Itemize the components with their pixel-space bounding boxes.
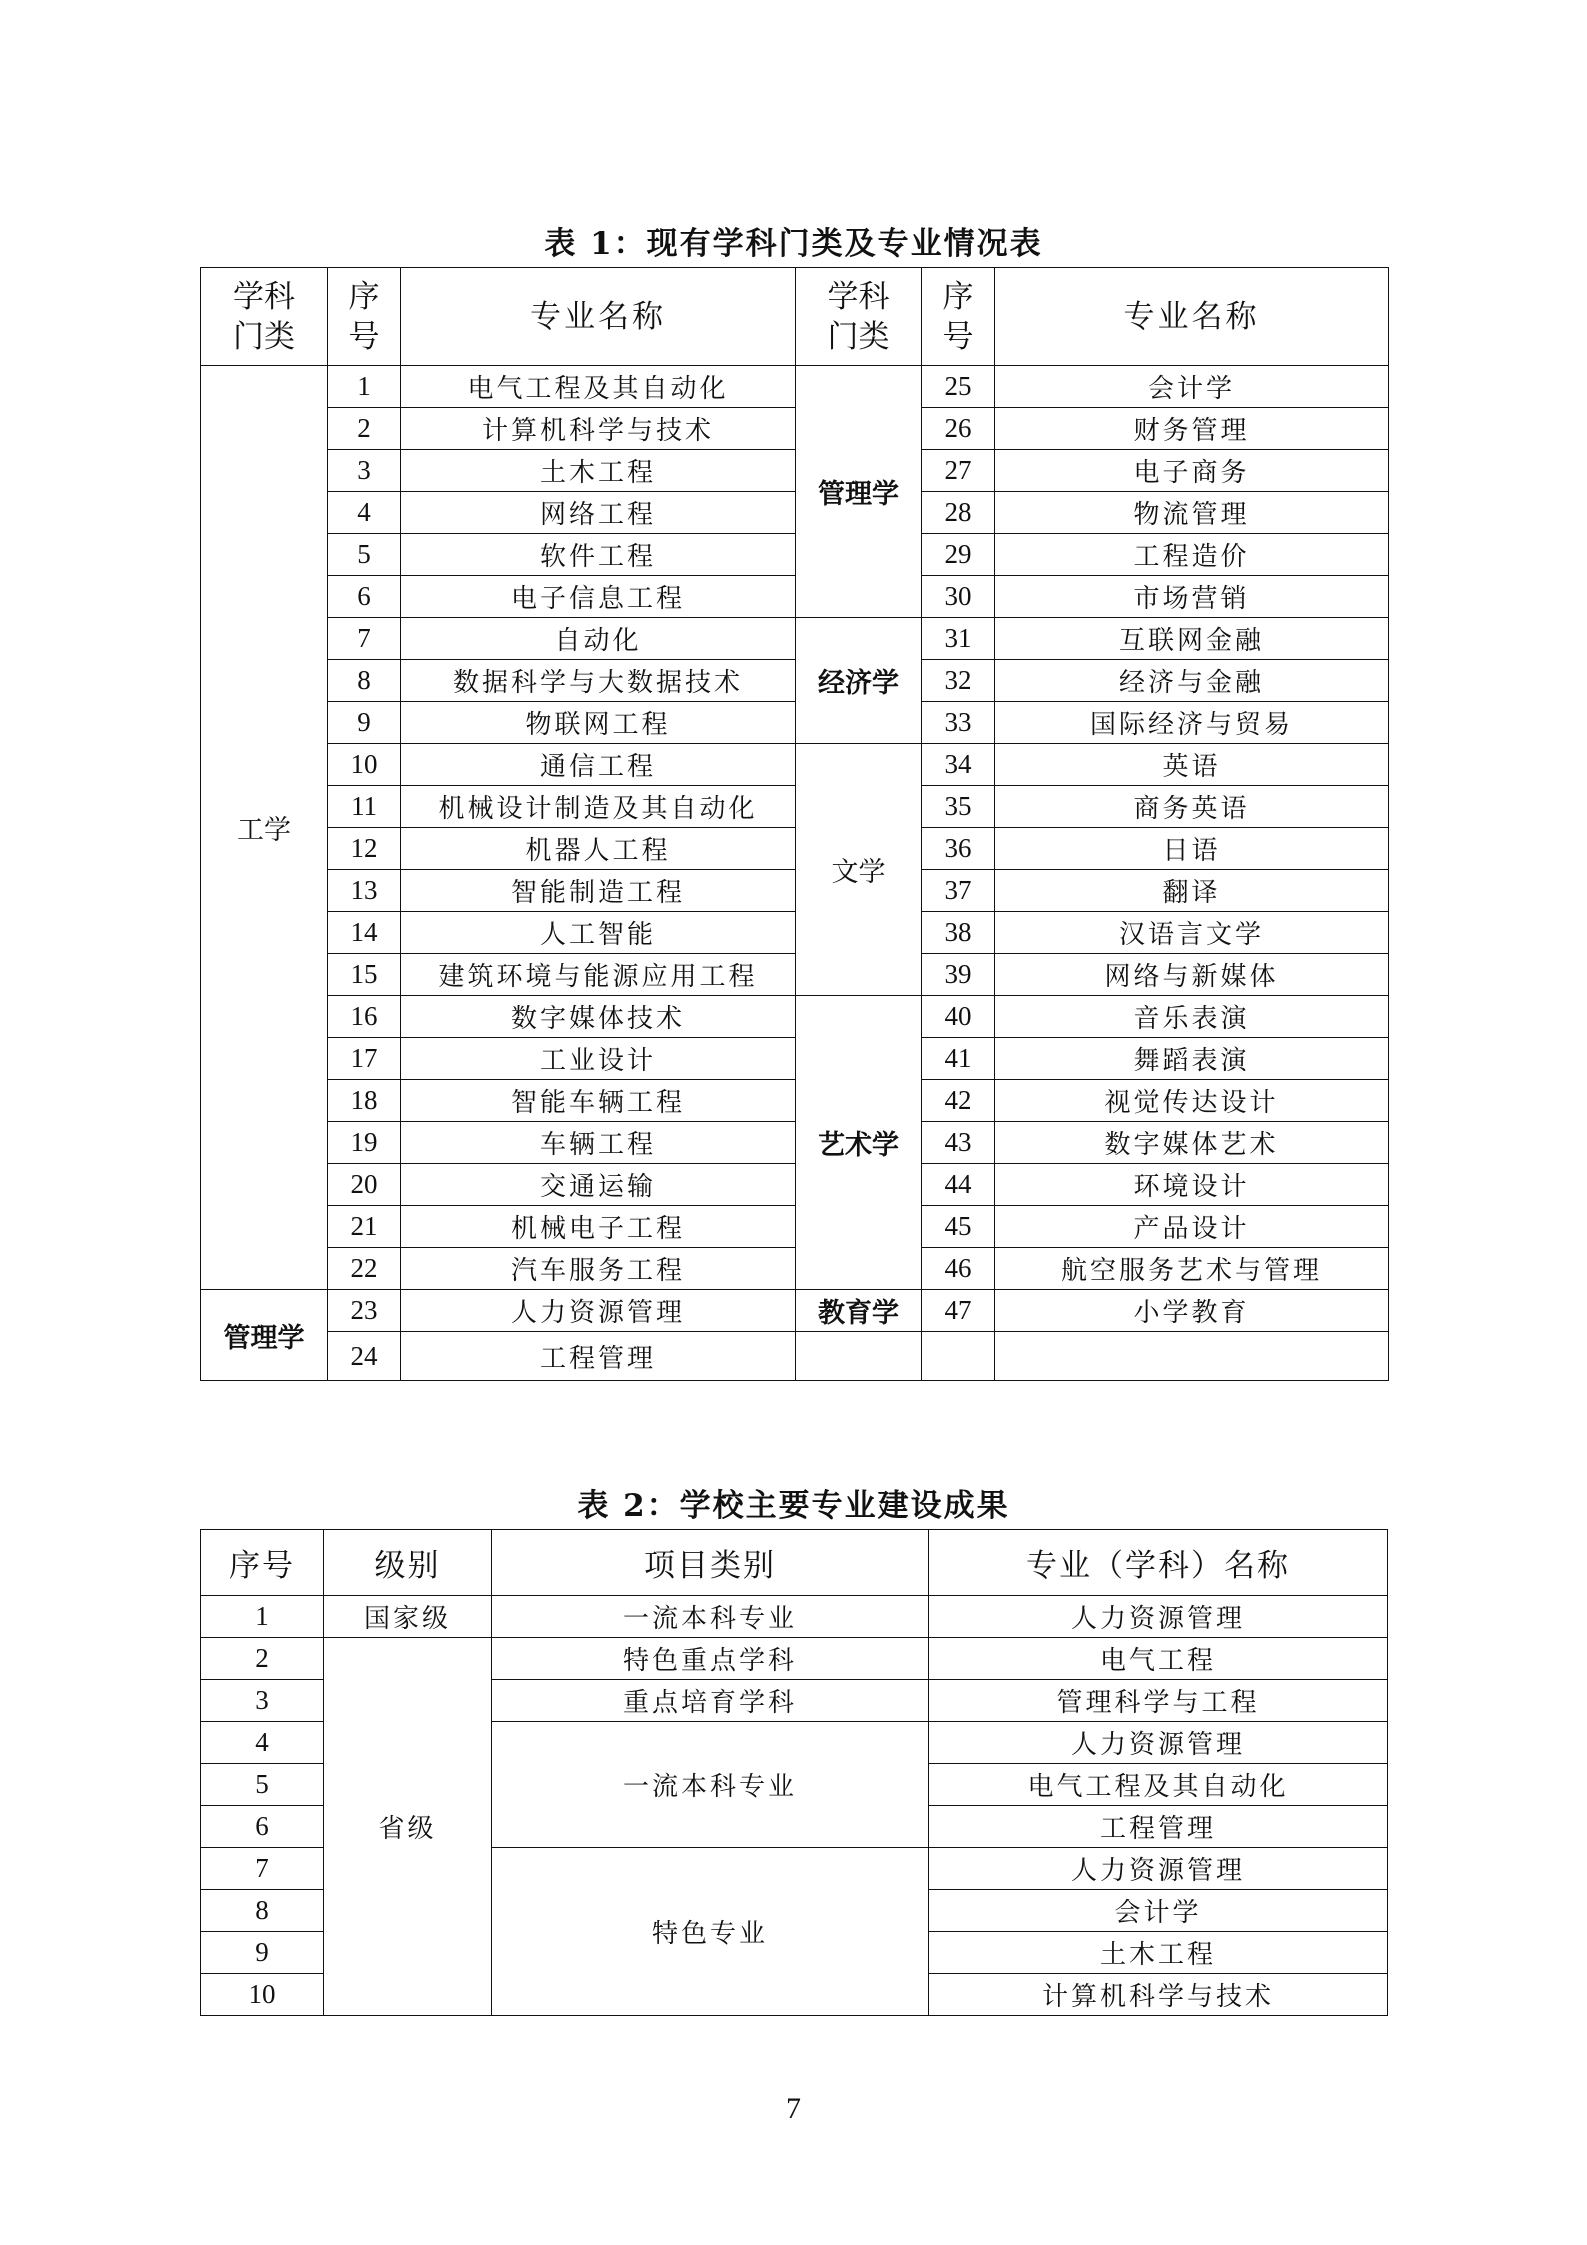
seq-cell: 2 — [201, 1638, 324, 1680]
level-cell: 省级 — [324, 1638, 492, 2016]
major-name-cell: 电子信息工程 — [401, 576, 796, 618]
seq-cell: 44 — [922, 1164, 995, 1206]
major-name-cell: 工程管理 — [401, 1332, 796, 1381]
category-cell: 文学 — [796, 744, 922, 996]
seq-cell: 28 — [922, 492, 995, 534]
header-seq: 序 号 — [328, 268, 401, 366]
table-row — [201, 492, 1389, 534]
major-name-cell: 财务管理 — [995, 408, 1389, 450]
major-name-cell: 物流管理 — [995, 492, 1389, 534]
major-name-cell: 汉语言文学 — [995, 912, 1389, 954]
seq-cell: 10 — [328, 744, 401, 786]
table-row — [201, 534, 1389, 576]
major-name-cell: 电子商务 — [995, 450, 1389, 492]
seq-cell: 41 — [922, 1038, 995, 1080]
major-name-cell: 数据科学与大数据技术 — [401, 660, 796, 702]
major-name-cell: 车辆工程 — [401, 1122, 796, 1164]
page-number: 7 — [786, 2092, 801, 2125]
header-major-name: 专业名称 — [401, 268, 796, 366]
table-row — [201, 786, 1389, 828]
seq-cell: 37 — [922, 870, 995, 912]
table-row — [201, 408, 1389, 450]
category-cell: 艺术学 — [796, 996, 922, 1290]
major-name-cell: 会计学 — [929, 1890, 1388, 1932]
seq-cell: 5 — [201, 1764, 324, 1806]
table-row — [201, 1080, 1389, 1122]
seq-cell: 3 — [201, 1680, 324, 1722]
category-cell: 管理学 — [201, 1290, 328, 1381]
seq-cell: 6 — [328, 576, 401, 618]
major-name-cell: 电气工程及其自动化 — [929, 1764, 1388, 1806]
table-row — [201, 660, 1389, 702]
table-row — [201, 1248, 1389, 1290]
table-row — [201, 450, 1389, 492]
seq-cell: 36 — [922, 828, 995, 870]
seq-cell: 34 — [922, 744, 995, 786]
header-category: 学科 门类 — [796, 268, 922, 366]
major-name-cell: 机器人工程 — [401, 828, 796, 870]
major-name-cell: 网络与新媒体 — [995, 954, 1389, 996]
seq-cell: 21 — [328, 1206, 401, 1248]
majors-table — [200, 267, 1389, 1381]
major-name-cell: 自动化 — [401, 618, 796, 660]
major-name-cell: 小学教育 — [995, 1290, 1389, 1332]
major-name-cell: 经济与金融 — [995, 660, 1389, 702]
table-row — [201, 576, 1389, 618]
header-major-name: 专业名称 — [995, 268, 1389, 366]
seq-cell: 30 — [922, 576, 995, 618]
major-name-cell: 通信工程 — [401, 744, 796, 786]
seq-cell: 31 — [922, 618, 995, 660]
major-name-cell: 英语 — [995, 744, 1389, 786]
seq-cell: 32 — [922, 660, 995, 702]
table-row — [201, 1206, 1389, 1248]
header-project-type: 项目类别 — [492, 1530, 929, 1596]
table2-title: 表 2：学校主要专业建设成果 — [577, 1488, 1010, 1524]
major-name-cell: 人力资源管理 — [929, 1596, 1388, 1638]
category-cell: 管理学 — [796, 366, 922, 618]
seq-cell: 7 — [328, 618, 401, 660]
major-name-cell: 计算机科学与技术 — [401, 408, 796, 450]
seq-cell: 23 — [328, 1290, 401, 1332]
seq-cell: 26 — [922, 408, 995, 450]
seq-cell: 42 — [922, 1080, 995, 1122]
major-name-cell: 土木工程 — [929, 1932, 1388, 1974]
seq-cell: 29 — [922, 534, 995, 576]
table-row — [201, 1122, 1389, 1164]
seq-cell: 17 — [328, 1038, 401, 1080]
category-cell: 工学 — [201, 366, 328, 1290]
seq-cell: 6 — [201, 1806, 324, 1848]
major-name-cell: 智能制造工程 — [401, 870, 796, 912]
major-name-cell: 市场营销 — [995, 576, 1389, 618]
major-name-cell: 电气工程及其自动化 — [401, 366, 796, 408]
major-name-cell: 计算机科学与技术 — [929, 1974, 1388, 2016]
major-name-cell: 视觉传达设计 — [995, 1080, 1389, 1122]
seq-cell: 19 — [328, 1122, 401, 1164]
major-name-cell: 互联网金融 — [995, 618, 1389, 660]
seq-cell: 46 — [922, 1248, 995, 1290]
major-name-cell: 建筑环境与能源应用工程 — [401, 954, 796, 996]
seq-cell: 10 — [201, 1974, 324, 2016]
project-type-cell: 特色重点学科 — [492, 1638, 929, 1680]
major-name-cell: 商务英语 — [995, 786, 1389, 828]
seq-cell: 22 — [328, 1248, 401, 1290]
table-row — [201, 1332, 1389, 1381]
major-name-cell: 翻译 — [995, 870, 1389, 912]
seq-cell: 8 — [201, 1890, 324, 1932]
table-row — [201, 1038, 1389, 1080]
table-row — [201, 954, 1389, 996]
header-seq: 序号 — [201, 1530, 324, 1596]
seq-cell: 18 — [328, 1080, 401, 1122]
achievements-table — [200, 1529, 1388, 2016]
table-row — [201, 1596, 1388, 1638]
seq-cell: 13 — [328, 870, 401, 912]
header-category: 学科 门类 — [201, 268, 328, 366]
major-name-cell: 人力资源管理 — [929, 1848, 1388, 1890]
major-name-cell: 数字媒体技术 — [401, 996, 796, 1038]
header-level: 级别 — [324, 1530, 492, 1596]
major-name-cell: 物联网工程 — [401, 702, 796, 744]
major-name-cell: 网络工程 — [401, 492, 796, 534]
seq-cell: 7 — [201, 1848, 324, 1890]
seq-cell: 16 — [328, 996, 401, 1038]
seq-cell: 20 — [328, 1164, 401, 1206]
seq-cell: 40 — [922, 996, 995, 1038]
project-type-cell: 特色专业 — [492, 1848, 929, 2016]
table-row — [201, 996, 1389, 1038]
major-name-cell: 管理科学与工程 — [929, 1680, 1388, 1722]
empty-cell — [922, 1332, 995, 1381]
seq-cell: 5 — [328, 534, 401, 576]
seq-cell: 9 — [201, 1932, 324, 1974]
seq-cell: 8 — [328, 660, 401, 702]
seq-cell: 4 — [201, 1722, 324, 1764]
seq-cell: 25 — [922, 366, 995, 408]
major-name-cell: 会计学 — [995, 366, 1389, 408]
table1-header-row — [201, 268, 1389, 366]
major-name-cell: 汽车服务工程 — [401, 1248, 796, 1290]
empty-cell — [995, 1332, 1389, 1381]
seq-cell: 4 — [328, 492, 401, 534]
table-row — [201, 366, 1389, 408]
major-name-cell: 机械设计制造及其自动化 — [401, 786, 796, 828]
seq-cell: 47 — [922, 1290, 995, 1332]
major-name-cell: 工业设计 — [401, 1038, 796, 1080]
major-name-cell: 土木工程 — [401, 450, 796, 492]
major-name-cell: 人工智能 — [401, 912, 796, 954]
header-seq: 序 号 — [922, 268, 995, 366]
seq-cell: 15 — [328, 954, 401, 996]
major-name-cell: 数字媒体艺术 — [995, 1122, 1389, 1164]
major-name-cell: 工程管理 — [929, 1806, 1388, 1848]
header-major-name: 专业（学科）名称 — [929, 1530, 1388, 1596]
table-row — [201, 1290, 1389, 1332]
seq-cell: 35 — [922, 786, 995, 828]
major-name-cell: 智能车辆工程 — [401, 1080, 796, 1122]
table-row — [201, 912, 1389, 954]
table1-title: 表 1：现有学科门类及专业情况表 — [544, 226, 1043, 262]
level-cell: 国家级 — [324, 1596, 492, 1638]
project-type-cell: 重点培育学科 — [492, 1680, 929, 1722]
major-name-cell: 软件工程 — [401, 534, 796, 576]
seq-cell: 1 — [328, 366, 401, 408]
major-name-cell: 产品设计 — [995, 1206, 1389, 1248]
major-name-cell: 国际经济与贸易 — [995, 702, 1389, 744]
major-name-cell: 环境设计 — [995, 1164, 1389, 1206]
table-row — [201, 618, 1389, 660]
major-name-cell: 舞蹈表演 — [995, 1038, 1389, 1080]
major-name-cell: 机械电子工程 — [401, 1206, 796, 1248]
major-name-cell: 人力资源管理 — [401, 1290, 796, 1332]
seq-cell: 27 — [922, 450, 995, 492]
major-name-cell: 航空服务艺术与管理 — [995, 1248, 1389, 1290]
table-row — [201, 870, 1389, 912]
seq-cell: 1 — [201, 1596, 324, 1638]
project-type-cell: 一流本科专业 — [492, 1596, 929, 1638]
seq-cell: 38 — [922, 912, 995, 954]
table2-header-row — [201, 1530, 1388, 1596]
seq-cell: 24 — [328, 1332, 401, 1381]
seq-cell: 45 — [922, 1206, 995, 1248]
seq-cell: 3 — [328, 450, 401, 492]
table-row — [201, 1638, 1388, 1680]
seq-cell: 33 — [922, 702, 995, 744]
seq-cell: 11 — [328, 786, 401, 828]
table-row — [201, 702, 1389, 744]
seq-cell: 12 — [328, 828, 401, 870]
seq-cell: 43 — [922, 1122, 995, 1164]
major-name-cell: 交通运输 — [401, 1164, 796, 1206]
category-cell: 经济学 — [796, 618, 922, 744]
major-name-cell: 人力资源管理 — [929, 1722, 1388, 1764]
major-name-cell: 工程造价 — [995, 534, 1389, 576]
table-row — [201, 744, 1389, 786]
seq-cell: 39 — [922, 954, 995, 996]
major-name-cell: 电气工程 — [929, 1638, 1388, 1680]
major-name-cell: 日语 — [995, 828, 1389, 870]
table-row — [201, 1164, 1389, 1206]
empty-cell — [796, 1332, 922, 1381]
seq-cell: 9 — [328, 702, 401, 744]
table-row — [201, 828, 1389, 870]
project-type-cell: 一流本科专业 — [492, 1722, 929, 1848]
seq-cell: 2 — [328, 408, 401, 450]
seq-cell: 14 — [328, 912, 401, 954]
major-name-cell: 音乐表演 — [995, 996, 1389, 1038]
category-cell: 教育学 — [796, 1290, 922, 1332]
